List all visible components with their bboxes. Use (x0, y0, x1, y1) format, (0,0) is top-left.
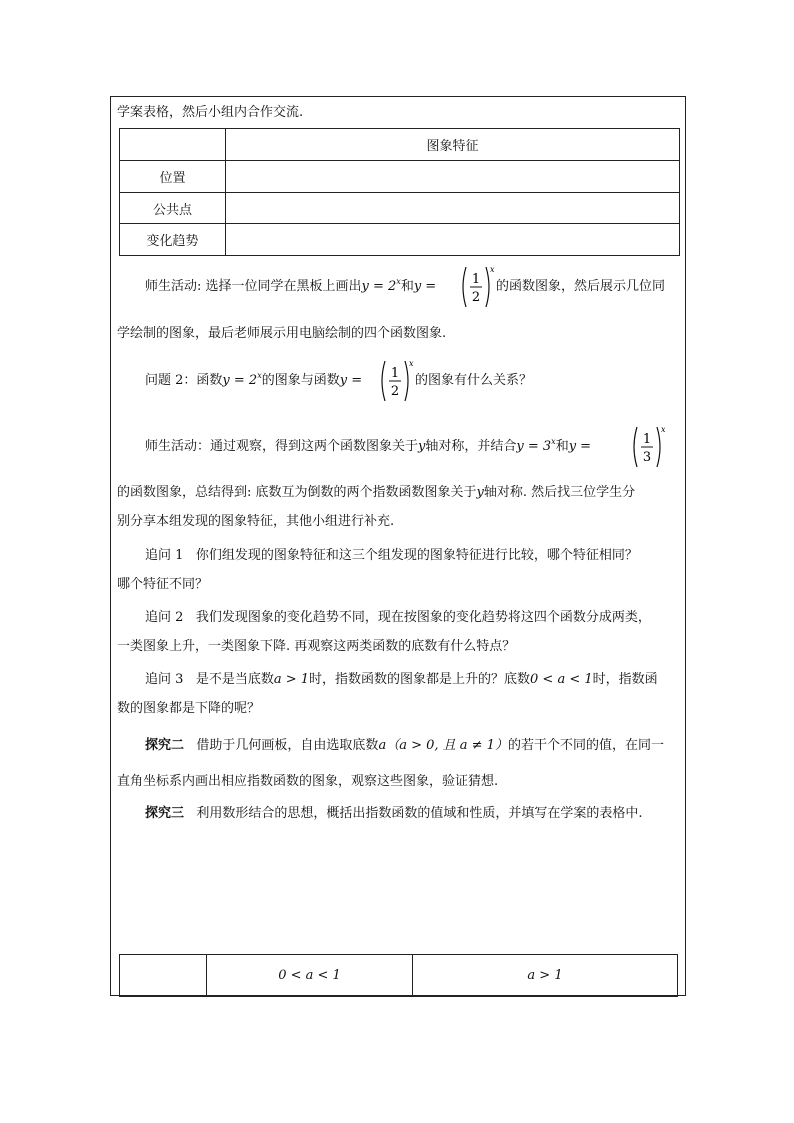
para3-lead: 师生活动：通过观察，得到这两个函数图象关于 (145, 439, 419, 454)
followup-1-line2: 哪个特征不同？ (117, 577, 209, 592)
para3-exp: x (551, 437, 556, 446)
svg-text:1: 1 (390, 366, 400, 381)
para1-line1 (145, 279, 436, 296)
explore2-cond: （a > 0, 且 a ≠ 1） (386, 738, 508, 753)
para3-line2 (117, 485, 635, 501)
followup-2-text: 我们发现图象的变化趋势不同，现在按图象的变化趋势将这四个函数分成两类， (195, 610, 651, 625)
followup-1-text: 你们组发现的图象特征和这三个组发现的图象特征进行比较，哪个特征相同？ (195, 548, 638, 563)
para3-eq2: y = (568, 439, 592, 454)
properties-table (119, 954, 678, 997)
followup-1-line1 (145, 548, 638, 564)
intro-text: 学案表格，然后小组内合作交流. (117, 105, 304, 120)
properties-col-0-lt-a-lt-1: 0 < a < 1 (207, 955, 413, 997)
para3-line2a: 的函数图象，总结得到: 底数互为倒数的两个指数函数图象关于 (117, 485, 477, 500)
q2-exp: x (257, 371, 262, 380)
followup-3-line2: 数的图象都是下降的呢？ (117, 701, 261, 716)
feature-table-header: 图象特征 (226, 129, 680, 161)
explore2-label: 探究二 (145, 738, 185, 753)
explore3-label: 探究三 (145, 806, 185, 821)
svg-text:x: x (661, 425, 666, 434)
explore2-line2: 直角坐标系内画出相应指数函数的图象，观察这些图象，验证猜想. (117, 774, 499, 789)
eq-y: y = (413, 279, 437, 294)
cond-a-gt-1: a > 1 (273, 672, 310, 687)
q2-fraction-half (378, 358, 412, 404)
para1-line2: 学绘制的图象，最后老师展示用电脑绘制的四个函数图象. (117, 326, 447, 341)
followup-1-label: 追问 1 (145, 548, 184, 563)
cond-0-lt-a-lt-1: 0 < a < 1 (530, 672, 593, 687)
q2-eq1: y = 2 (222, 373, 258, 388)
y-axis-var: y (418, 439, 426, 454)
explore2-text-a: 借助于几何画板，自由选取底数 (196, 738, 379, 753)
feature-row-trend: 变化趋势 (120, 224, 226, 256)
feature-cell-position (226, 161, 680, 193)
properties-corner (120, 955, 207, 997)
feature-table-corner (120, 129, 226, 161)
para3-line1 (145, 439, 591, 456)
para3-fraction-third (630, 424, 664, 470)
feature-cell-trend (226, 224, 680, 256)
feature-row-common-point: 公共点 (120, 193, 226, 224)
frac-num: 1 (471, 272, 481, 287)
followup-3-line1 (145, 672, 658, 688)
followup-3-text-a: 是不是当底数 (195, 672, 274, 687)
eq-y-2x: y = 2 (361, 279, 397, 294)
q2-eq2: y = (339, 373, 363, 388)
svg-text:2: 2 (390, 384, 400, 399)
followup-2-line1 (145, 610, 651, 626)
eq-exp: x (396, 277, 401, 286)
followup-3-label: 追问 3 (145, 672, 184, 687)
para3-mid: 轴对称，并结合 (425, 439, 517, 454)
followup-3-text-b: 时，指数函数的图象都是上升的？底数 (309, 672, 531, 687)
explore2-text-b: 的若干个不同的值，在同一 (507, 738, 664, 753)
para1-lead: 师生活动: 选择一位同学在黑板上画出 (145, 279, 362, 294)
q2-lead: 问题 2：函数 (145, 373, 223, 388)
feature-cell-common-point (226, 193, 680, 224)
para3-line3: 别分享本组发现的图象特征，其他小组进行补充. (117, 514, 395, 529)
q2-mid: 的图象与函数 (261, 373, 340, 388)
para3-line2b: 轴对称. 然后找三位学生分 (483, 485, 636, 500)
para3-and: 和 (555, 439, 569, 454)
properties-col-a-gt-1: a > 1 (413, 955, 678, 997)
q2-line (145, 373, 362, 390)
para3-eq1: y = 3 (516, 439, 552, 454)
fraction-half-paren (459, 264, 493, 310)
y-axis-var-2: y (476, 485, 484, 500)
frac-exp: x (490, 265, 495, 274)
q2-end: 的图象有什么关系？ (415, 373, 533, 388)
explore2-var: a (378, 738, 387, 753)
svg-text:1: 1 (642, 432, 652, 447)
explore3-line (145, 806, 643, 822)
followup-3-text-c: 时，指数函 (592, 672, 658, 687)
frac-den: 2 (471, 290, 481, 305)
para1-end: 的函数图象，然后展示几位同 (496, 279, 666, 294)
feature-row-position: 位置 (120, 161, 226, 193)
and-text: 和 (400, 279, 414, 294)
svg-text:x: x (409, 359, 414, 368)
svg-text:3: 3 (642, 450, 652, 465)
followup-2-line2: 一类图象上升，一类图象下降. 再观察这两类函数的底数有什么特点？ (117, 639, 516, 654)
feature-table (119, 128, 680, 256)
followup-2-label: 追问 2 (145, 610, 184, 625)
explore2-line1 (145, 738, 664, 754)
explore3-text: 利用数形结合的思想，概括出指数函数的值域和性质，并填写在学案的表格中. (196, 806, 643, 821)
